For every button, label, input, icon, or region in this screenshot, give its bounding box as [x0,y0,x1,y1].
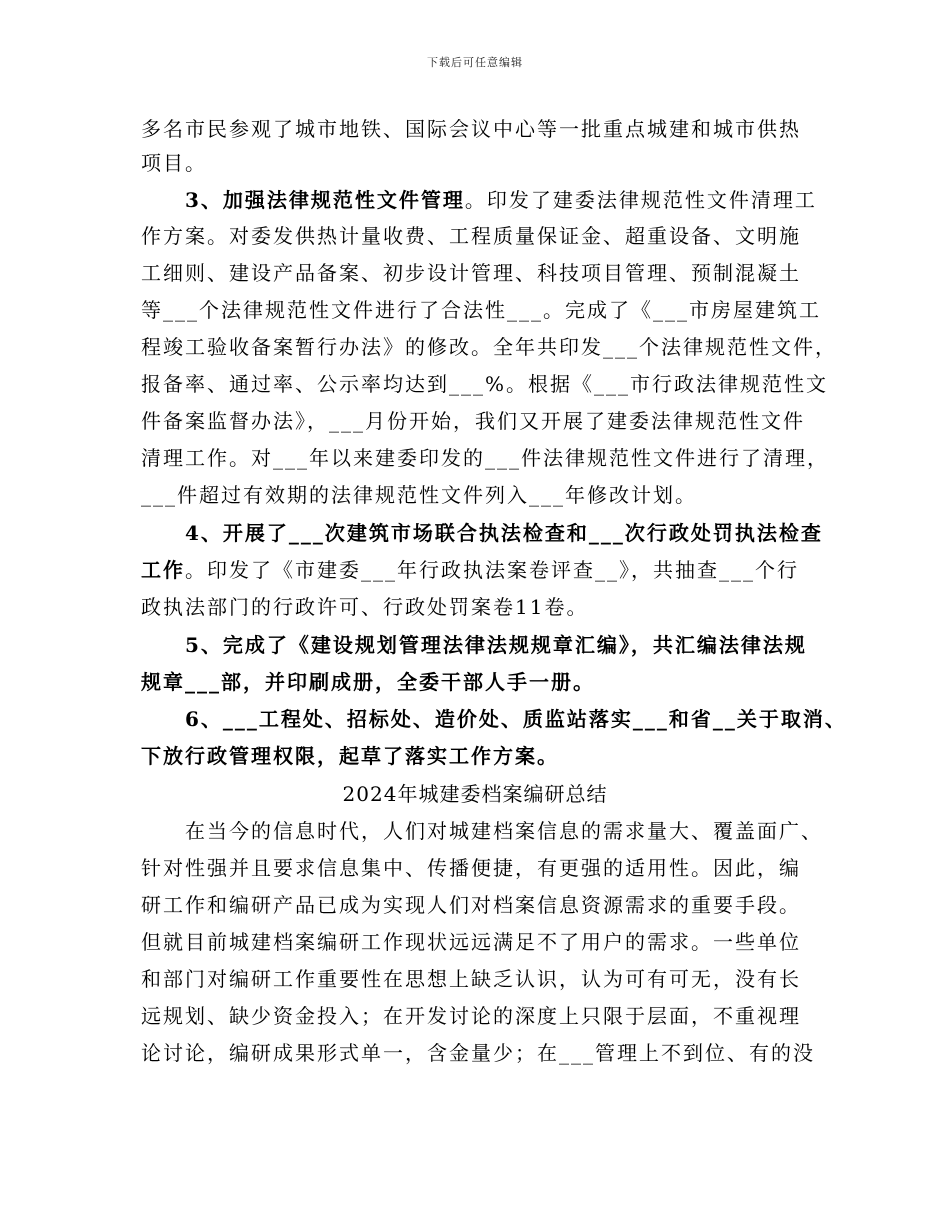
body-line: 在当今的信息时代，人们对城建档案信息的需求量大、覆盖面广、 [185,819,823,843]
body-line: 但就目前城建档案编研工作现状远远满足不了用户的需求。一些单位 [141,930,801,954]
body-line: 多名市民参观了城市地铁、国际会议中心等一批重点城建和城市供热 [141,117,801,141]
body-line: 清理工作。对___年以来建委印发的___件法律规范性文件进行了清理， [141,446,829,470]
body-line: 项目。 [141,151,207,175]
item-heading-4: 4、开展了___次建筑市场联合执法检查和___次行政处罚执法检查 [185,521,823,545]
body-line [185,707,847,731]
body-line: 下放行政管理权限，起草了落实工作方案。 [141,744,559,768]
body-line: 等___个法律规范性文件进行了合法性___。完成了《___市房屋建筑工 [141,298,821,322]
body-line: 政执法部门的行政许可、行政处罚案卷11卷。 [141,595,589,619]
body-line: 程竣工验收备案暂行办法》的修改。全年共印发___个法律规范性文件， [141,335,837,359]
body-line: 规章___部，并印刷成册，全委干部人手一册。 [141,670,595,694]
body-line: 研工作和编研产品已成为实现人们对档案信息资源需求的重要手段。 [141,893,801,917]
section-title: 2024年城建委档案编研总结 [342,782,608,806]
body-line [185,521,823,545]
body-line: ___件超过有效期的法律规范性文件列入___年修改计划。 [141,483,697,507]
item-heading-5: 5、完成了《建设规划管理法律法规规章汇编》，共汇编法律法规 [185,633,807,657]
page-header: 下载后可任意编辑 [427,56,523,69]
body-line: 3、加强法律规范性文件管理。印发了建委法律规范性文件清理工 [185,188,817,212]
body-line: 论讨论，编研成果形式单一，含金量少；在___管理上不到位、有的没 [141,1041,815,1065]
body-line: 针对性强并且要求信息集中、传播便捷，有更强的适用性。因此，编 [141,856,801,880]
body-line: 工作。印发了《市建委___年行政执法案卷评查__》，共抽查___个行 [141,558,799,582]
body-line: 件备案监督办法》，___月份开始，我们又开展了建委法律规范性文件 [141,409,805,433]
body-line: 报备率、通过率、公示率均达到___%。根据《___市行政法律规范性文 [141,372,829,396]
body-line [185,633,807,657]
body-line: 远规划、缺少资金投入；在开发讨论的深度上只限于层面，不重视理 [141,1004,801,1028]
body-line: 和部门对编研工作重要性在思想上缺乏认识，认为可有可无，没有长 [141,967,801,991]
item-heading-3: 3、加强法律规范性文件管理 [185,188,465,212]
body-line: 作方案。对委发供热计量收费、工程质量保证金、超重设备、文明施 [141,224,801,248]
body-line: 工细则、建设产品备案、初步设计管理、科技项目管理、预制混凝土 [141,261,801,285]
item-heading-6: 6、___工程处、招标处、造价处、质监站落实___和省__关于取消、 [185,707,847,731]
